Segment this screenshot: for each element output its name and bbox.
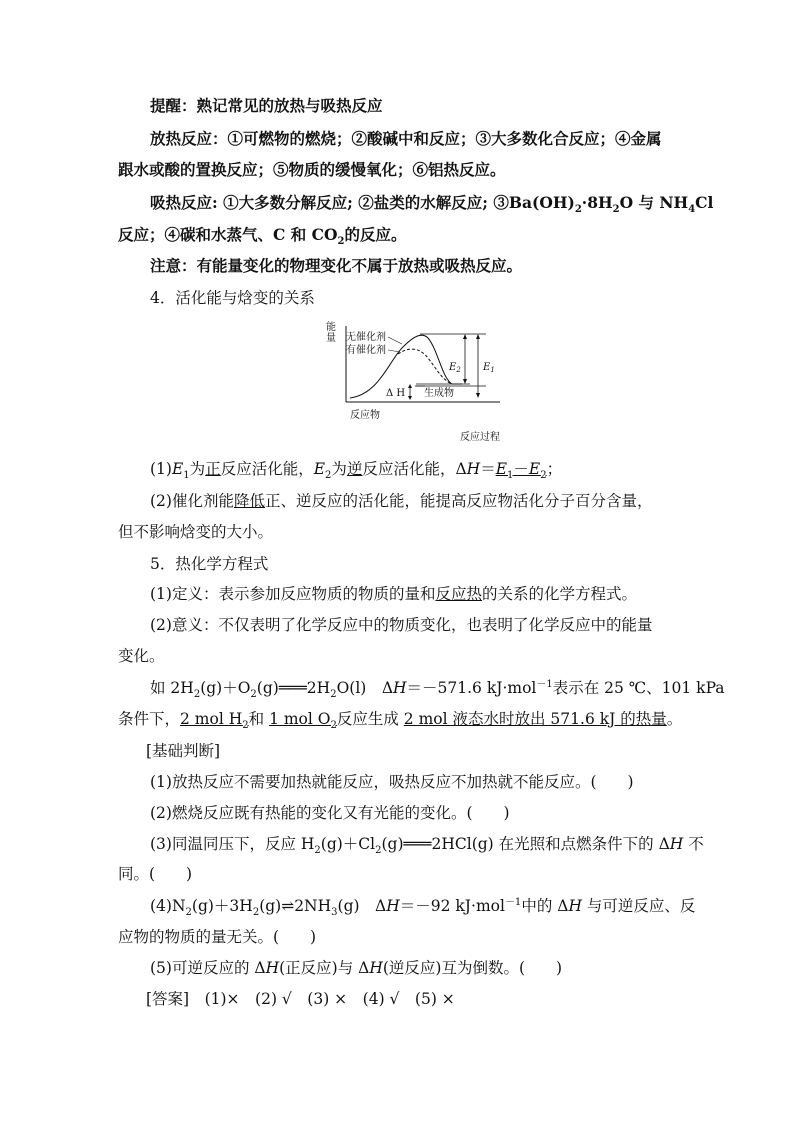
endothermic-line-2: 反应；④碳和水蒸气、C 和 $CO_2$的反应。	[118, 225, 407, 248]
energy-diagram	[320, 318, 520, 446]
example-equation-line: 如 $2H_2(g)+O_2(g)═══2H_2O(l)$ ΔH＝－571.6 kJ·mol$^{-1}$表示在 25 ℃、101 kPa	[150, 678, 725, 701]
note-line: 注意：有能量变化的物理变化不属于放热或吸热反应。	[150, 256, 523, 275]
answer-line: [答案] (1)× (2) √ (3) × (4) √ (5) ×	[146, 990, 455, 1008]
catalyst-line-1: (2)催化剂能降低正、逆反应的活化能，能提高反应物活化分子百分含量，	[150, 492, 653, 510]
catalyst-line-2: 但不影响焓变的大小。	[118, 523, 274, 541]
endothermic-line-1: 吸热反应: ①大多数分解反应; ②盐类的水解反应; $③Ba(OH)_2\cdot 8H_2O$ 与 $NH_4Cl$	[150, 193, 714, 216]
judge-q2: (2)燃烧反应既有热能的变化又有光能的变化。( )	[150, 804, 510, 822]
meaning-line-2: 变化。	[118, 647, 165, 665]
y-axis-label-2: 量	[326, 333, 336, 344]
y-axis-label-1: 能	[326, 322, 336, 333]
activation-energy-line: $(1)E_1$为正反应活化能，$E_2$为逆反应活化能，$\Delta H=E_1-E_2$；	[150, 460, 563, 482]
judge-q3-line-2: 同。( )	[118, 865, 193, 883]
section4-title: 4．活化能与焓变的关系	[150, 289, 315, 307]
judge-q1: (1)放热反应不需要加热就能反应，吸热反应不加热就不能反应。( )	[150, 773, 634, 791]
exothermic-line-2: 跟水或酸的置换反应；⑤物质的缓慢氧化；⑥铝热反应。	[118, 160, 506, 179]
meaning-line-1: (2)意义：不仅表明了化学反应中的物质变化，也表明了化学反应中的能量	[150, 616, 653, 634]
e2-label: $E_2$	[449, 362, 461, 374]
product-label: 生成物	[424, 388, 454, 399]
example-meaning-line: 条件下，2 mol $H_2$和 1 mol $O_2$反应生成 2 mol 液态水时放出 571.6 kJ 的热量。	[118, 710, 683, 732]
tip-title: 提醒：熟记常见的放热与吸热反应	[150, 96, 383, 115]
catalyzed-curve	[398, 349, 452, 384]
judge-q4-line-2: 应物的物质的量无关。( )	[118, 928, 317, 946]
judge-q5: (5)可逆反应的 ΔH(正反应)与 ΔH(逆反应)互为倒数。( )	[150, 959, 563, 977]
e1-label: $E_1$	[483, 362, 495, 374]
x-axis-label: 反应过程	[460, 432, 500, 443]
with-catalyst-label: 有催化剂	[346, 345, 386, 356]
dh-label: Δ H	[386, 388, 406, 399]
judge-q4-line-1: $(4)N_2(g)+3H_2(g)\rightleftharpoons 2NH_3(g)$ ΔH＝－92 kJ·mol$^{-1}$中的 ΔH 与可逆反应、反	[150, 896, 696, 919]
definition-line: (1)定义：表示参加反应物质的物质的量和反应热的关系的化学方程式。	[150, 585, 637, 603]
judge-q3-line-1: (3)同温同压下，反应 $H_2(g)+Cl_2(g)═══2HCl(g)$ 在光照和点燃条件下的 ΔH 不	[150, 835, 704, 857]
judge-title: [基础判断]	[146, 742, 221, 760]
exothermic-line-1: 放热反应：①可燃物的燃烧；②酸碱中和反应；③大多数化合反应；④金属	[150, 129, 662, 148]
no-catalyst-label: 无催化剂	[346, 332, 386, 343]
section5-title: 5．热化学方程式	[150, 555, 269, 573]
reactant-label: 反应物	[350, 410, 380, 421]
